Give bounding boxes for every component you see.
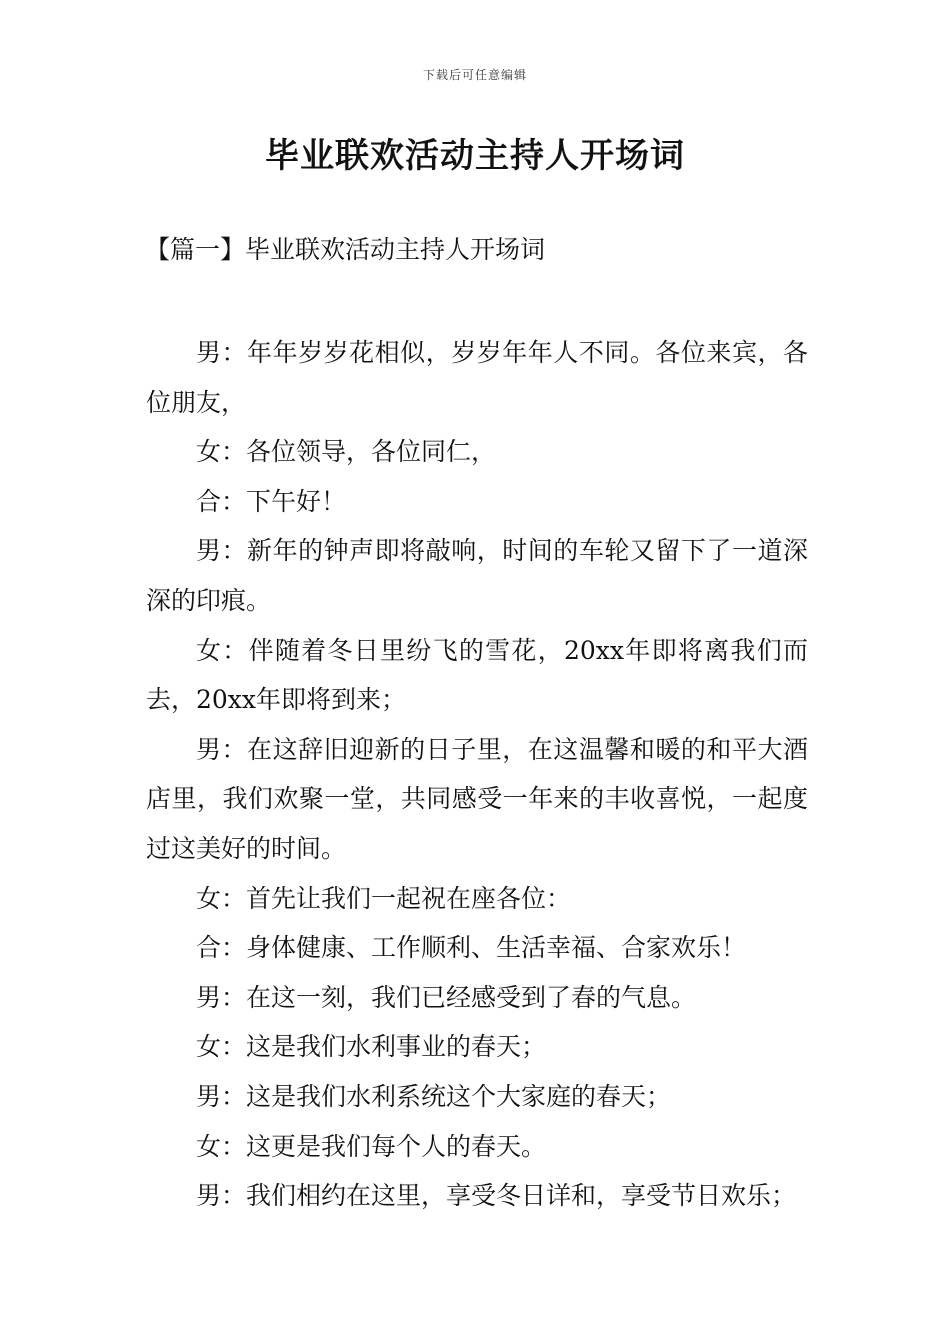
paragraph: 女：各位领导，各位同仁， [196, 437, 497, 467]
document-title: 毕业联欢活动主持人开场词 [265, 136, 685, 176]
paragraph: 合：身体健康、工作顺利、生活幸福、合家欢乐！ [196, 933, 747, 963]
paragraph: 男：年年岁岁花相似，岁岁年年人不同。各位来宾，各位朋友， [146, 338, 808, 417]
header-note: 下载后可任意编辑 [422, 68, 527, 82]
paragraph: 女：这是我们水利事业的春天； [196, 1032, 547, 1062]
paragraph: 合：下午好！ [196, 486, 347, 516]
paragraph: 男：这是我们水利系统这个大家庭的春天； [196, 1081, 672, 1111]
paragraph: 男：新年的钟声即将敲响，时间的车轮又留下了一道深深的印痕。 [146, 536, 808, 615]
paragraph: 女：首先让我们一起祝在座各位： [196, 883, 572, 913]
paragraph: 女：这更是我们每个人的春天。 [196, 1131, 547, 1161]
paragraph: 女：伴随着冬日里纷飞的雪花，20xx年即将离我们而去，20xx年即将到来； [146, 635, 808, 715]
paragraph: 男：在这一刻，我们已经感受到了春的气息。 [196, 982, 697, 1012]
paragraph: 男：我们相约在这里，享受冬日详和，享受节日欢乐； [196, 1181, 797, 1211]
document-body [146, 328, 808, 1221]
paragraph: 男：在这辞旧迎新的日子里，在这温馨和暖的和平大酒店里，我们欢聚一堂，共同感受一年来的丰收喜悦，一起度过这美好的时间。 [146, 734, 808, 863]
section-heading: 【篇一】毕业联欢活动主持人开场词 [145, 235, 546, 264]
